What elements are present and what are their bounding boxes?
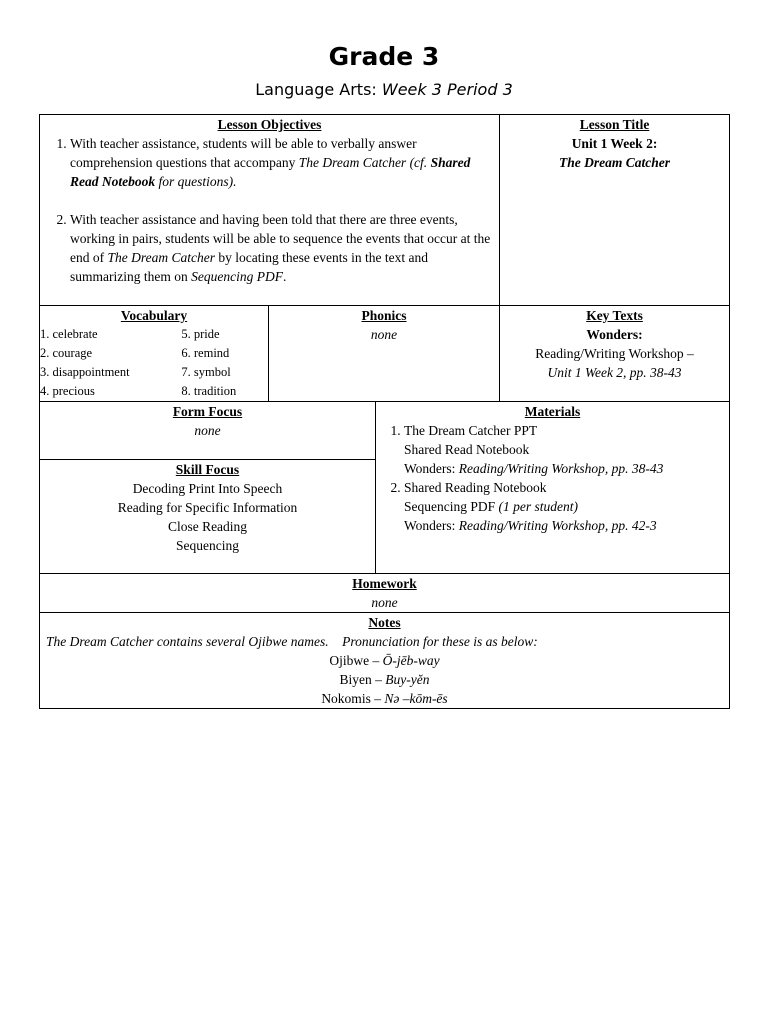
skill-focus-item: Close Reading [167, 519, 248, 534]
objective-item-1 [70, 134, 493, 191]
material-line [404, 516, 725, 535]
form-focus-heading: Form Focus [172, 404, 243, 419]
vocab-word: 7. symbol [181, 365, 231, 379]
objectives-cell [40, 115, 500, 306]
objective-1-notebook: Shared Read Notebook [70, 155, 471, 189]
pronunciation-name: Biyen – [339, 672, 386, 687]
vocab-word: 1. celebrate [40, 327, 98, 341]
homework-value: none [371, 595, 398, 610]
objective-1-title: The Dream Catcher (cf. [298, 155, 431, 170]
materials-item-2 [404, 478, 725, 535]
objective-1-text: With teacher assistance, students will be able to verbally answer comprehension questions that accompany [70, 136, 417, 170]
lesson-title-unit: Unit 1 Week 2: [571, 136, 658, 151]
key-texts-series: Wonders: [586, 327, 643, 342]
lesson-title-story: The Dream Catcher [559, 155, 671, 170]
vocab-word: 2. courage [40, 346, 93, 360]
skill-focus-item: Reading for Specific Information [117, 500, 298, 515]
material-line: 1. The Dream Catcher PPT [404, 423, 538, 438]
homework-cell [40, 574, 730, 613]
subtitle-subject: Language Arts: [255, 80, 382, 99]
form-focus-value: none [194, 423, 221, 438]
material-line [404, 459, 725, 478]
lesson-title-heading: Lesson Title [579, 117, 650, 132]
skill-focus-item: Decoding Print Into Speech [132, 481, 283, 496]
subtitle-week: Week 3 Period 3 [381, 80, 513, 99]
objectives-heading: Lesson Objectives [217, 117, 322, 132]
objective-2-text-cont: by locating these events in the text and summarizing them on [70, 250, 428, 284]
vocab-word: 5. pride [181, 327, 220, 341]
lesson-plan-table [39, 114, 730, 709]
material-line: 2. Shared Reading Notebook [404, 480, 547, 495]
objective-1-end: for questions). [155, 174, 237, 189]
vocab-row [40, 382, 268, 401]
objective-2-title: The Dream Catcher [107, 250, 215, 265]
focus-cell [40, 402, 376, 574]
vocab-word: 8. tradition [181, 384, 237, 398]
material-line [404, 497, 725, 516]
material-pages: Reading/Writing Workshop, pp. 38-43 [458, 461, 664, 476]
key-texts-pages: Unit 1 Week 2, pp. 38-43 [547, 365, 682, 380]
page-title: Grade 3 [328, 42, 440, 71]
objective-2-pdf: Sequencing PDF [191, 269, 283, 284]
vocab-row [40, 344, 268, 363]
form-focus-box [40, 402, 375, 460]
pronunciation-guide: Buy-yĕn [385, 672, 430, 687]
vocabulary-heading: Vocabulary [120, 308, 188, 323]
material-prefix: Wonders: [404, 518, 459, 533]
pronunciation-name: Ojibwe – [329, 653, 383, 668]
pronunciation-line [40, 689, 729, 708]
materials-cell [376, 402, 730, 574]
notes-heading: Notes [368, 615, 401, 630]
pronunciation-guide: Ō-jēb-way [382, 653, 440, 668]
material-prefix: Sequencing PDF [404, 499, 499, 514]
pronunciation-line [40, 651, 729, 670]
pronunciation-name: Nokomis – [321, 691, 385, 706]
skill-focus-heading: Skill Focus [175, 462, 240, 477]
notes-intro: The Dream Catcher contains several Ojibwe names. Pronunciation for these is as below: [46, 634, 538, 649]
key-texts-cell [500, 306, 730, 402]
objective-2-end: . [282, 269, 287, 284]
material-quantity: (1 per student) [498, 499, 578, 514]
key-texts-heading: Key Texts [586, 308, 643, 323]
material-prefix: Wonders: [404, 461, 459, 476]
materials-item-1 [404, 421, 725, 478]
material-pages: Reading/Writing Workshop, pp. 42-3 [458, 518, 657, 533]
vocabulary-list [40, 325, 268, 401]
vocab-word: 3. disappointment [40, 365, 130, 379]
pronunciation-guide: Nə –kōm-ēs [384, 691, 448, 706]
vocab-row [40, 363, 268, 382]
vocab-word: 6. remind [181, 346, 230, 360]
pronunciation-line [40, 670, 729, 689]
homework-heading: Homework [352, 576, 417, 591]
materials-list [376, 421, 729, 535]
phonics-heading: Phonics [361, 308, 407, 323]
vocab-word: 4. precious [40, 384, 95, 398]
phonics-cell [269, 306, 500, 402]
materials-heading: Materials [524, 404, 581, 419]
phonics-value: none [370, 327, 398, 342]
lesson-title-cell [500, 115, 730, 306]
material-line: Shared Read Notebook [404, 442, 530, 457]
notes-cell [40, 613, 730, 709]
skill-focus-box [40, 460, 375, 555]
key-texts-book: Reading/Writing Workshop – [535, 346, 694, 361]
vocabulary-cell [40, 306, 269, 402]
objective-2-text: With teacher assistance and having been told that there are three events, working in pairs, students will be able to sequence the events that occur at the end of [70, 212, 491, 265]
skill-focus-item: Sequencing [176, 538, 239, 553]
objectives-list [40, 134, 499, 286]
objective-item-2 [70, 210, 493, 286]
vocab-row [40, 325, 268, 344]
page-subtitle [0, 78, 768, 102]
